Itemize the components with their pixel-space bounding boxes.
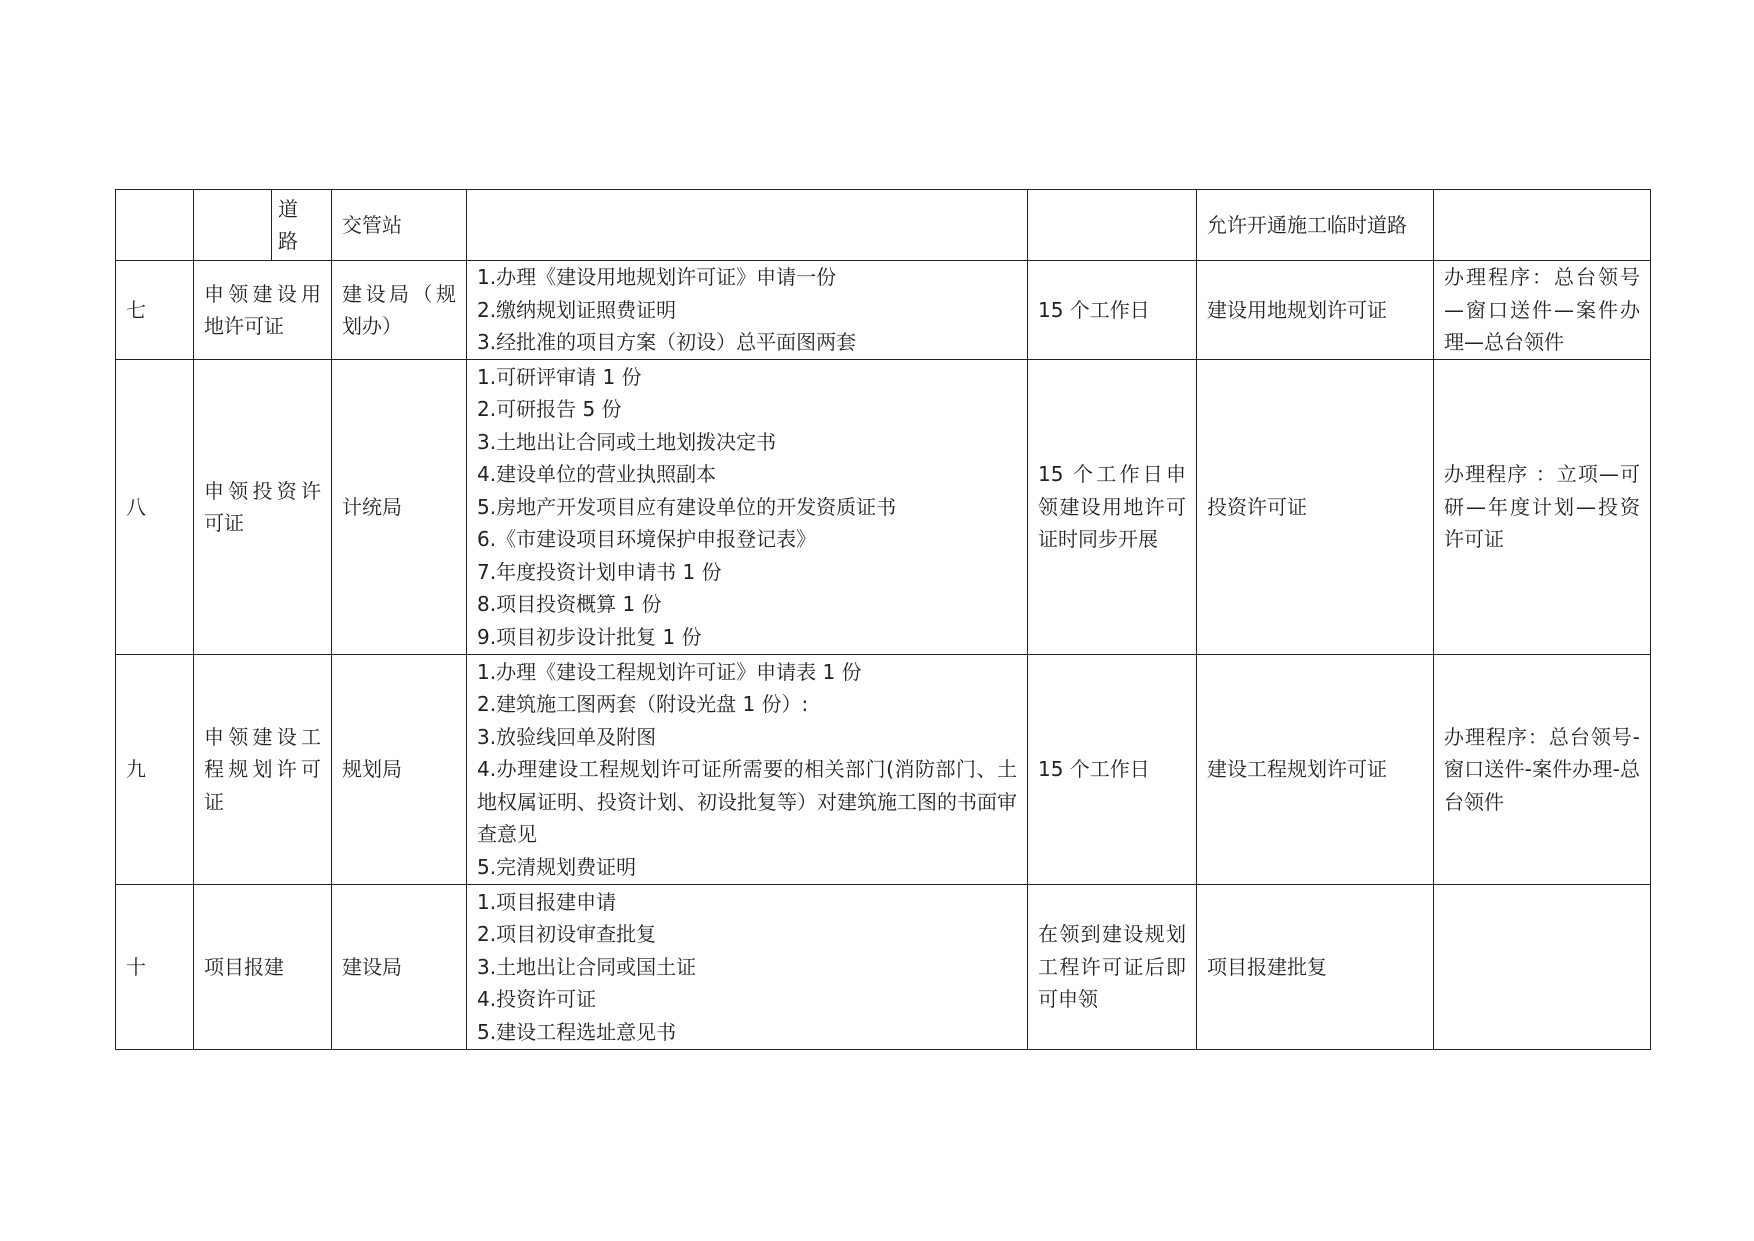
- item-name: 申领建设工程规划许可证: [194, 655, 332, 885]
- time-limit: 15 个工作日: [1028, 261, 1197, 360]
- result-document: 允许开通施工临时道路: [1197, 190, 1434, 261]
- table-row: [116, 885, 1651, 1050]
- time-limit: 15 个工作日: [1028, 655, 1197, 885]
- materials-cell: [467, 190, 1028, 261]
- row-index: [116, 190, 194, 261]
- material-item: 3.土地出让合同或土地划拨决定书: [477, 429, 777, 454]
- department: 计统局: [332, 360, 467, 655]
- row-index: 十: [116, 885, 194, 1050]
- result-document: 建设用地规划许可证: [1197, 261, 1434, 360]
- material-item: 8.项目投资概算 1 份: [477, 592, 662, 617]
- row-index: 九: [116, 655, 194, 885]
- item-name: [194, 190, 272, 261]
- material-item: 6.《市建设项目环境保护申报登记表》: [477, 527, 817, 552]
- material-item: 1.项目报建申请: [477, 889, 617, 914]
- material-item: 1.可研评审请 1 份: [477, 364, 642, 389]
- materials-cell: [467, 655, 1028, 885]
- item-name: 项目报建: [194, 885, 332, 1050]
- materials-cell: [467, 261, 1028, 360]
- time-limit: 在领到建设规划工程许可证后即可申领: [1028, 885, 1197, 1050]
- result-document: 项目报建批复: [1197, 885, 1434, 1050]
- time-limit: [1028, 190, 1197, 261]
- process-note: 办理程序 ：立项—可研—年度计划—投资许可证: [1434, 360, 1651, 655]
- material-item: 4.投资许可证: [477, 987, 597, 1012]
- approval-procedure-table: [115, 189, 1651, 1050]
- process-note: [1434, 190, 1651, 261]
- material-item: 5.完清规划费证明: [477, 854, 637, 879]
- table-row: [116, 190, 1651, 261]
- process-note: [1434, 885, 1651, 1050]
- materials-cell: [467, 885, 1028, 1050]
- time-limit: 15 个工作日申领建设用地许可证时同步开展: [1028, 360, 1197, 655]
- material-item: 1.办理《建设用地规划许可证》申请一份: [477, 265, 837, 290]
- material-item: 4.建设单位的营业执照副本: [477, 462, 717, 487]
- material-item: 2.建筑施工图两套（附设光盘 1 份）:: [477, 692, 809, 717]
- material-item: 3.放验线回单及附图: [477, 724, 657, 749]
- material-item: 9.项目初步设计批复 1 份: [477, 624, 702, 649]
- item-name: 申领投资许可证: [194, 360, 332, 655]
- result-document: 投资许可证: [1197, 360, 1434, 655]
- material-item: 1.办理《建设工程规划许可证》申请表 1 份: [477, 659, 862, 684]
- result-document: 建设工程规划许可证: [1197, 655, 1434, 885]
- table-row: [116, 261, 1651, 360]
- materials-cell: [467, 360, 1028, 655]
- row-index: 七: [116, 261, 194, 360]
- sub-item-name: 道路: [272, 190, 332, 261]
- material-item: 7.年度投资计划申请书 1 份: [477, 559, 722, 584]
- material-item: 5.建设工程选址意见书: [477, 1019, 677, 1044]
- process-note: 办理程序：总台领号—窗口送件—案件办理—总台领件: [1434, 261, 1651, 360]
- department: 建设局（规划办）: [332, 261, 467, 360]
- department: 建设局: [332, 885, 467, 1050]
- department: 交管站: [332, 190, 467, 261]
- item-name: 申领建设用地许可证: [194, 261, 332, 360]
- material-item: 4.办理建设工程规划许可证所需要的相关部门(消防部门、土地权属证明、投资计划、初设批复等）对建筑施工图的书面审查意见: [477, 757, 1017, 847]
- table-row: [116, 655, 1651, 885]
- row-index: 八: [116, 360, 194, 655]
- material-item: 2.项目初设审查批复: [477, 922, 657, 947]
- table-row: [116, 360, 1651, 655]
- material-item: 3.土地出让合同或国土证: [477, 954, 697, 979]
- process-note: 办理程序：总台领号-窗口送件-案件办理-总台领件: [1434, 655, 1651, 885]
- department: 规划局: [332, 655, 467, 885]
- material-item: 2.可研报告 5 份: [477, 397, 622, 422]
- material-item: 5.房地产开发项目应有建设单位的开发资质证书: [477, 494, 897, 519]
- material-item: 2.缴纳规划证照费证明: [477, 297, 677, 322]
- material-item: 3.经批准的项目方案（初设）总平面图两套: [477, 330, 857, 355]
